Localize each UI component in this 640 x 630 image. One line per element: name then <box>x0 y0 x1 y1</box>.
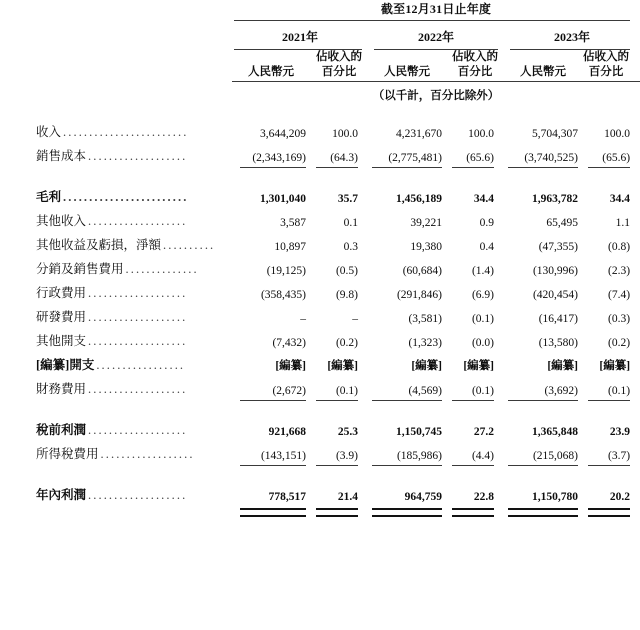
year-group-2022: 2022年 <box>417 30 454 44</box>
cell-2021-amount: 3,644,209 <box>260 128 306 141</box>
cell-2023-percent: [編纂] <box>599 360 631 373</box>
cell-2022-amount: (185,986) <box>396 450 442 463</box>
cell-2022-amount: 4,231,670 <box>396 128 442 141</box>
row-label <box>0 208 232 232</box>
total-double-rule <box>240 508 306 517</box>
subheader-spacer <box>0 50 232 82</box>
row-label <box>0 184 232 208</box>
table-row <box>0 376 640 400</box>
row-label-text: 其他收入 <box>36 214 87 229</box>
row-gap <box>0 168 640 184</box>
cell-2021-percent: (3.9) <box>335 450 358 463</box>
cell-2021-percent: 0.1 <box>343 217 358 230</box>
total-double-rule <box>316 508 358 517</box>
subheader-currency-2022 <box>368 50 446 82</box>
row-label-text: 財務費用 <box>36 382 87 397</box>
subheader-currency-2021 <box>232 50 310 82</box>
subheader-percent-2023 <box>582 50 640 82</box>
units-note: （以千計，百分比除外） <box>372 90 500 103</box>
row-label <box>0 417 232 441</box>
cell-2022-percent: 27.2 <box>473 426 494 439</box>
header-year-row <box>0 21 640 49</box>
cell-2021-amount: [編纂] <box>275 360 306 373</box>
cell-2022-amount: 39,221 <box>410 217 442 230</box>
cell-2022-percent: (4.4) <box>471 450 494 463</box>
cell-2021-amount: 778,517 <box>268 491 306 504</box>
header-bottom-spacer <box>0 103 640 119</box>
cell-2021-amount: 921,668 <box>268 426 306 439</box>
row-label-text: 銷售成本 <box>36 149 87 164</box>
row-label-text: [編纂]開支 <box>36 358 95 373</box>
cell-2021-amount: – <box>300 313 306 326</box>
row-label-text: 年內利潤 <box>36 488 87 503</box>
dot-leader: ................... <box>88 423 188 438</box>
total-double-rule <box>452 508 494 517</box>
cell-2022-amount: (2,775,481) <box>388 152 442 165</box>
cell-2021-percent: 0.3 <box>343 241 358 254</box>
cell-2023-percent: 20.2 <box>609 491 631 504</box>
cell-2022-amount: (1,323) <box>408 337 442 350</box>
cell-2022-percent: 100.0 <box>468 128 494 141</box>
cell-2023-percent: (0.2) <box>608 337 631 350</box>
sub-pct-line2-2023: 百分比 <box>588 65 624 78</box>
dot-leader: ................... <box>88 149 188 164</box>
cell-2023-percent: (3.7) <box>608 450 631 463</box>
cell-2022-amount: (291,846) <box>396 289 442 302</box>
cell-2022-amount: 964,759 <box>404 491 442 504</box>
cell-2021-percent: [編纂] <box>327 360 358 373</box>
table-row <box>0 143 640 167</box>
dot-leader: .................. <box>100 447 195 462</box>
cell-2023-percent: (65.6) <box>602 152 631 165</box>
header-units-note-row <box>0 82 640 104</box>
total-double-rule <box>588 508 630 517</box>
sub-currency-label-2023: 人民幣元 <box>520 65 566 78</box>
row-label <box>0 482 232 506</box>
cell-2023-percent: (0.1) <box>608 385 631 398</box>
cell-2023-amount: 1,150,780 <box>532 491 578 504</box>
cell-2022-amount: (60,684) <box>402 265 442 278</box>
cell-2022-amount: 19,380 <box>410 241 442 254</box>
row-label-text: 研發費用 <box>36 310 87 325</box>
row-label-text: 所得稅費用 <box>36 447 99 462</box>
cell-2021-percent: (0.2) <box>335 337 358 350</box>
header-period-row <box>0 0 640 20</box>
cell-2023-percent: (2.3) <box>608 265 631 278</box>
dot-leader: ................... <box>88 382 188 397</box>
row-label <box>0 376 232 400</box>
cell-2023-amount: (215,068) <box>532 450 578 463</box>
row-label <box>0 280 232 304</box>
cell-2023-percent: (7.4) <box>608 289 631 302</box>
cell-2023-amount: (47,355) <box>538 241 578 254</box>
cell-2021-amount: 1,301,040 <box>260 193 306 206</box>
sub-pct-line2-2021: 百分比 <box>321 65 357 78</box>
row-label <box>0 232 232 256</box>
cell-2022-percent: (0.1) <box>471 313 494 326</box>
cell-2023-percent: (0.8) <box>608 241 631 254</box>
table-row <box>0 208 640 232</box>
row-gap <box>0 401 640 417</box>
row-label <box>0 119 232 143</box>
cell-2021-percent: 25.3 <box>337 426 358 439</box>
table-row <box>0 280 640 304</box>
cell-2023-percent: 100.0 <box>604 128 631 141</box>
period-title: 截至12月31日止年度 <box>380 2 492 16</box>
dot-leader: ................... <box>88 214 188 229</box>
dot-leader: ................... <box>88 488 188 503</box>
cell-2023-amount: (3,740,525) <box>524 152 578 165</box>
cell-2023-percent: 23.9 <box>609 426 631 439</box>
cell-2022-percent: (1.4) <box>471 265 494 278</box>
table-header <box>0 0 640 119</box>
cell-2022-percent: 0.9 <box>479 217 494 230</box>
cell-2022-percent: [編纂] <box>463 360 494 373</box>
row-label-text: 其他開支 <box>36 334 87 349</box>
cell-2023-amount: (130,996) <box>532 265 578 278</box>
table-row <box>0 256 640 280</box>
sub-pct-line1-2022: 佔收入的 <box>452 51 498 63</box>
cell-2022-percent: 34.4 <box>473 193 494 206</box>
cell-2022-percent: (0.1) <box>471 385 494 398</box>
table-row <box>0 417 640 441</box>
row-label-text: 行政費用 <box>36 286 87 301</box>
cell-2022-amount: 1,456,189 <box>396 193 442 206</box>
cell-2021-percent: (0.5) <box>335 265 358 278</box>
cell-2021-percent: 100.0 <box>332 128 358 141</box>
cell-2022-percent: (0.0) <box>471 337 494 350</box>
row-label <box>0 143 232 167</box>
cell-2023-amount: 1,963,782 <box>532 193 578 206</box>
sub-currency-label-2022: 人民幣元 <box>384 65 430 78</box>
cell-2021-amount: (358,435) <box>260 289 306 302</box>
row-label-text: 分銷及銷售費用 <box>36 262 124 277</box>
cell-2023-amount: (3,692) <box>544 385 578 398</box>
cell-2021-amount: 3,587 <box>280 217 306 230</box>
units-spacer <box>0 82 232 104</box>
sub-pct-line2-2022: 百分比 <box>457 65 493 78</box>
subheader-percent-2022 <box>446 50 504 82</box>
dot-leader: .............. <box>125 262 199 277</box>
subheader-percent-2021 <box>310 50 368 82</box>
year-spacer <box>0 21 232 49</box>
cell-2021-amount: (2,343,169) <box>252 152 306 165</box>
year-group-2023: 2023年 <box>554 30 591 44</box>
cell-2023-percent: (0.3) <box>608 313 631 326</box>
row-label <box>0 328 232 352</box>
cell-2022-amount: 1,150,745 <box>396 426 442 439</box>
cell-2022-amount: (4,569) <box>408 385 442 398</box>
header-spacer <box>0 0 232 20</box>
dot-leader: ................... <box>88 310 188 325</box>
units-note-left <box>232 82 368 104</box>
dot-leader: ................... <box>88 286 188 301</box>
cell-2021-amount: (7,432) <box>272 337 306 350</box>
cell-2021-percent: – <box>352 313 358 326</box>
cell-2023-amount: (16,417) <box>538 313 578 326</box>
row-label-text: 毛利 <box>36 190 62 205</box>
cell-2021-amount: (143,151) <box>260 450 306 463</box>
cell-2022-percent: (6.9) <box>471 289 494 302</box>
table-row <box>0 119 640 143</box>
year-group-2021: 2021年 <box>281 30 318 44</box>
total-double-rule-row <box>0 506 640 517</box>
table-row <box>0 328 640 352</box>
row-label <box>0 304 232 328</box>
cell-2022-percent: (65.6) <box>466 152 494 165</box>
cell-2023-amount: 1,365,848 <box>532 426 578 439</box>
total-double-rule <box>508 508 578 517</box>
cell-2021-percent: 35.7 <box>337 193 358 206</box>
cell-2021-amount: 10,897 <box>274 241 306 254</box>
row-label-text: 其他收益及虧損，淨額 <box>36 238 162 253</box>
cell-2021-percent: (9.8) <box>335 289 358 302</box>
dot-leader: .......... <box>163 238 216 253</box>
dot-leader: ................. <box>96 358 186 373</box>
sub-pct-line1-2023: 佔收入的 <box>583 51 630 63</box>
row-label-text: 稅前利潤 <box>36 423 87 438</box>
table-row <box>0 304 640 328</box>
row-label <box>0 352 232 376</box>
cell-2022-amount: (3,581) <box>408 313 442 326</box>
cell-2021-percent: 21.4 <box>337 491 358 504</box>
cell-2023-amount: 5,704,307 <box>532 128 578 141</box>
cell-2021-percent: (64.3) <box>330 152 358 165</box>
total-double-rule <box>372 508 442 517</box>
row-label <box>0 256 232 280</box>
row-label-text: 收入 <box>36 125 62 140</box>
table-row <box>0 352 640 376</box>
table-row <box>0 184 640 208</box>
cell-2023-percent: 1.1 <box>615 217 631 230</box>
table-body <box>0 119 640 517</box>
subheader-currency-2023 <box>504 50 582 82</box>
dot-leader: ................... <box>88 334 188 349</box>
cell-2023-amount: (420,454) <box>532 289 578 302</box>
sub-currency-label-2021: 人民幣元 <box>248 65 294 78</box>
row-gap <box>0 466 640 482</box>
cell-2022-percent: 22.8 <box>473 491 494 504</box>
dot-leader: ........................ <box>63 125 189 140</box>
cell-2023-amount: (13,580) <box>538 337 578 350</box>
cell-2023-amount: 65,495 <box>546 217 578 230</box>
header-subcolumn-row <box>0 50 640 82</box>
cell-2023-amount: [編纂] <box>547 360 578 373</box>
cell-2023-percent: 34.4 <box>609 193 631 206</box>
row-label <box>0 441 232 465</box>
table-row <box>0 482 640 506</box>
sub-pct-line1-2021: 佔收入的 <box>316 51 362 63</box>
units-note-right <box>504 82 640 104</box>
dot-leader: ........................ <box>63 190 189 205</box>
cell-2022-percent: 0.4 <box>479 241 494 254</box>
table-row <box>0 232 640 256</box>
cell-2021-amount: (2,672) <box>272 385 306 398</box>
cell-2022-amount: [編纂] <box>411 360 442 373</box>
table-row <box>0 441 640 465</box>
cell-2021-percent: (0.1) <box>335 385 358 398</box>
cell-2021-amount: (19,125) <box>266 265 306 278</box>
